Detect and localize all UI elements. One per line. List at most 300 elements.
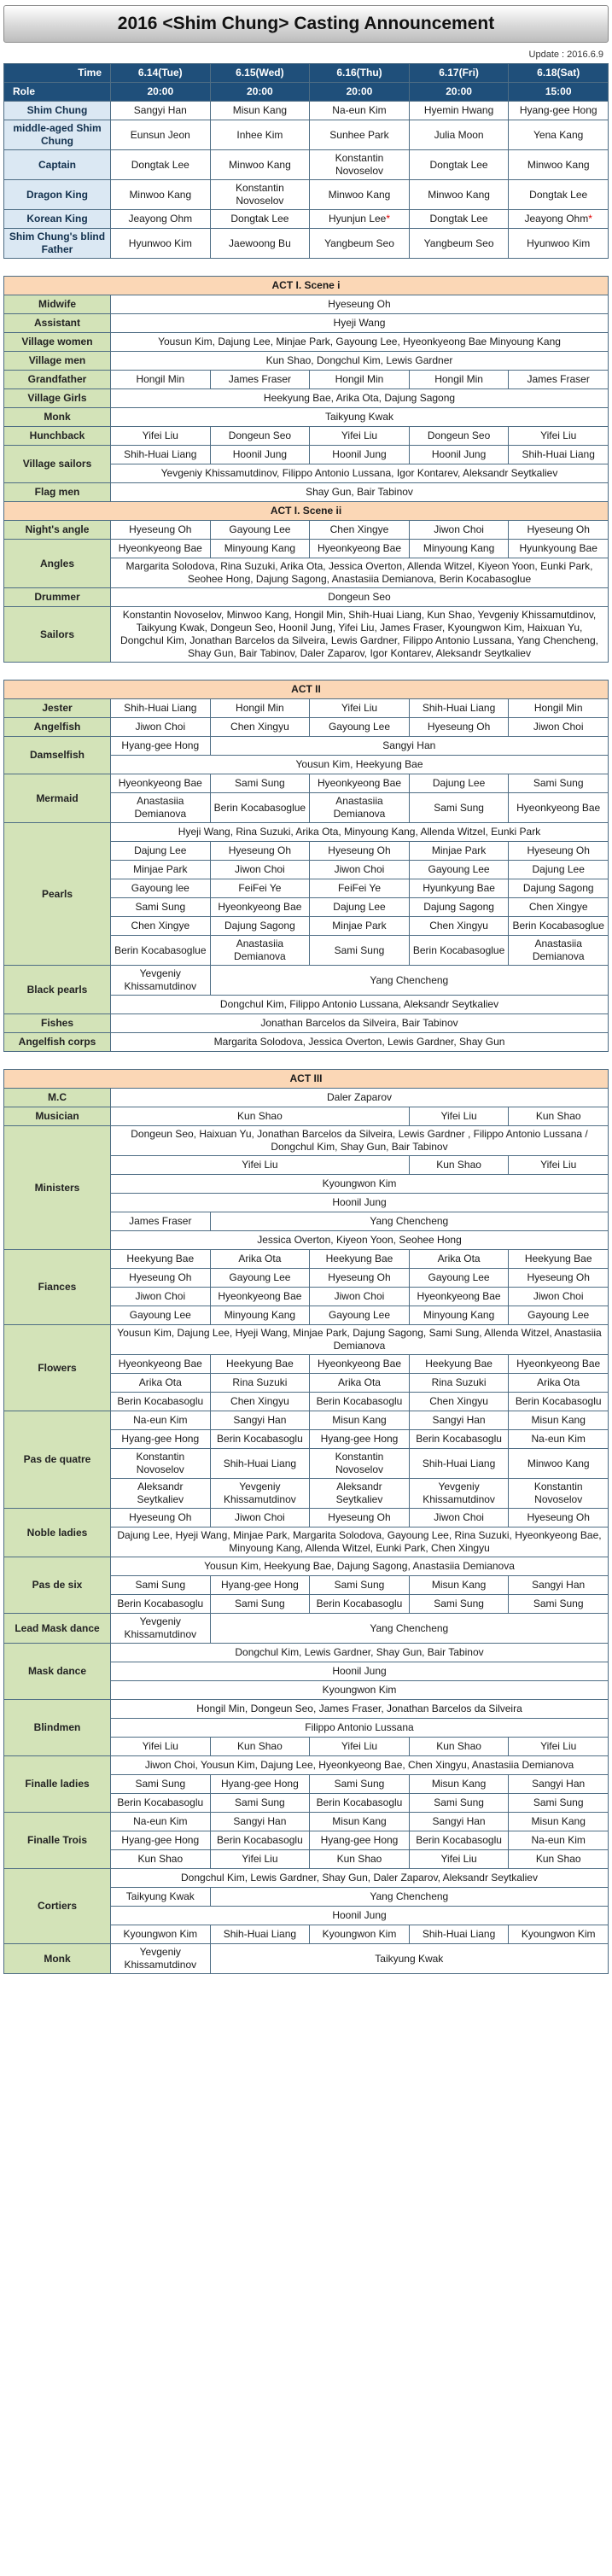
dancer-name: Konstantin Novoselov: [335, 152, 384, 177]
dancer-name: Dajung Lee: [532, 863, 585, 875]
dancer-name: Yevgeniy Khissamutdinov, Filippo Antonio Lussana, Igor Kontarev, Aleksandr Seytkaliev: [160, 467, 558, 479]
cast-cell: [310, 120, 410, 150]
dancer-name: Hyang-gee Hong: [519, 104, 597, 116]
dancer-name: Misun Kang: [531, 1414, 586, 1426]
dancer-name: Anastasiia Demianova: [134, 795, 187, 820]
cast-cell: [310, 1738, 410, 1756]
cast-cell: [111, 371, 211, 389]
cast-cell: [111, 1681, 609, 1700]
dancer-name: Taikyung Kwak: [125, 1890, 195, 1902]
cast-cell: [310, 1306, 410, 1325]
time-label: Time: [4, 64, 111, 83]
cast-cell: [310, 1595, 410, 1614]
cast-cell: [310, 1576, 410, 1595]
principal-row: [4, 102, 609, 120]
dancer-name: Kun Shao: [436, 1159, 481, 1171]
role-name: Blindmen: [4, 1700, 111, 1756]
dancer-name: Hyunkyoung Bae: [519, 542, 597, 554]
dancer-name: Hyeseung Oh: [129, 523, 192, 535]
dancer-name: Hongil Min: [335, 373, 384, 385]
cast-cell: [210, 861, 310, 879]
cast-cell: [509, 180, 609, 210]
dancer-name: Sangyi Han: [382, 739, 436, 751]
cast-cell: [310, 699, 410, 718]
guest-mark: *: [588, 213, 592, 225]
cast-cell: [210, 1738, 310, 1756]
dancer-name: Dajung Lee, Hyeji Wang, Minjae Park, Margarita Solodova, Gayoung Lee, Rina Suzuki, Hyeonkyeong Bae, Minyoung Kang, Allenda Witzel, Eunki Park, Chen Xingyu: [117, 1529, 602, 1554]
cast-row: [4, 333, 609, 352]
cast-cell: [409, 1288, 509, 1306]
dancer-name: Yangbeum Seo: [324, 237, 394, 249]
cast-cell: [310, 180, 410, 210]
dancer-name: Misun Kang: [431, 1778, 487, 1790]
role-name: Village women: [4, 333, 111, 352]
cast-cell: [409, 521, 509, 540]
dancer-name: Hyunwoo Kim: [128, 237, 192, 249]
dancer-name: Yifei Liu: [540, 1159, 577, 1171]
cast-cell: [111, 333, 609, 352]
dancer-name: Dajung Sagong: [423, 901, 494, 913]
cast-row: [4, 1411, 609, 1430]
dancer-name: Hyeseung Oh: [129, 1511, 192, 1523]
role-name: Village men: [4, 352, 111, 371]
dancer-name: Misun Kang: [232, 104, 288, 116]
dancer-name: Na-eun Kim: [332, 104, 387, 116]
date-cell: 6.15(Wed): [210, 64, 310, 83]
dancer-name: Dongeun Seo, Haixuan Yu, Jonathan Barcelos da Silveira, Lewis Gardner , Filippo Antonio Lussana / Dongchul Kim, Shay Gun, Bair Tabinov: [131, 1128, 588, 1153]
dancer-name: Jeayong Ohm: [524, 213, 589, 225]
role-name: Shim Chung: [4, 102, 111, 120]
cast-cell: [409, 898, 509, 917]
cast-cell: [509, 521, 609, 540]
cast-cell: [310, 427, 410, 446]
dancer-name: Kun Shao: [436, 1740, 481, 1752]
cast-row: [4, 1033, 609, 1052]
dancer-name: Minwoo Kang: [527, 1457, 590, 1469]
cast-cell: [210, 898, 310, 917]
role-name: middle-aged Shim Chung: [4, 120, 111, 150]
dancer-name: Minjae Park: [332, 920, 387, 932]
cast-cell: [210, 229, 310, 259]
cast-cell: [409, 1850, 509, 1869]
dancer-name: Hongil Min: [236, 702, 284, 714]
dancer-name: James Fraser: [228, 373, 292, 385]
cast-cell: [509, 1925, 609, 1944]
dancer-name: Yousun Kim, Dajung Lee, Hyeji Wang, Minjae Park, Dajung Sagong, Sami Sung, Allenda Witzel, Anastasiia Demianova: [117, 1327, 602, 1352]
role-name: M.C: [4, 1089, 111, 1107]
cast-cell: [111, 1250, 211, 1269]
cast-cell: [409, 793, 509, 823]
cast-cell: [210, 1250, 310, 1269]
cast-cell: [409, 1794, 509, 1813]
cast-cell: [310, 917, 410, 936]
cast-cell: [409, 1831, 509, 1850]
cast-cell: [111, 150, 211, 180]
dancer-name: Hyeseung Oh: [527, 844, 590, 856]
dancer-name: Jiwon Choi: [135, 1290, 186, 1302]
dancer-name: Hyeonkyeong Bae: [118, 1358, 202, 1370]
dancer-name: Minyoung Kang: [423, 1309, 495, 1321]
cast-cell: [210, 1479, 310, 1509]
dancer-name: Yang Chencheng: [370, 1890, 449, 1902]
dancer-name: Yifei Liu: [440, 1853, 477, 1865]
cast-cell: [111, 1775, 211, 1794]
dancer-name: Dajung Lee: [333, 901, 386, 913]
dancer-name: Berin Kocabasoglue: [213, 801, 306, 814]
cast-cell: [409, 427, 509, 446]
dancer-name: Hyunjun Lee: [328, 213, 387, 225]
cast-row: [4, 1126, 609, 1156]
cast-cell: [210, 120, 310, 150]
cast-cell: [310, 446, 410, 464]
cast-cell: [210, 793, 310, 823]
dancer-name: Misun Kang: [531, 1815, 586, 1827]
role-name: Fishes: [4, 1014, 111, 1033]
cast-cell: [111, 1107, 410, 1126]
cast-cell: [310, 150, 410, 180]
dancer-name: James Fraser: [129, 1215, 192, 1227]
dancer-name: Yousun Kim, Heekyung Bae, Dajung Sagong, Anastasiia Demianova: [204, 1560, 515, 1572]
dancer-name: Jiwon Choi: [135, 721, 186, 733]
cast-cell: [111, 1595, 211, 1614]
cast-cell: [111, 936, 211, 966]
dancer-name: Heekyung Bae: [226, 1358, 294, 1370]
cast-cell: [310, 898, 410, 917]
cast-cell: [111, 1033, 609, 1052]
cast-cell: [210, 1449, 310, 1479]
dancer-name: Yevgeniy Khissamutdinov: [224, 1481, 296, 1505]
cast-cell: [210, 1614, 608, 1644]
role-name: Drummer: [4, 588, 111, 607]
cast-cell: [310, 1813, 410, 1831]
dancer-name: Gayoung Lee: [328, 721, 391, 733]
dancer-name: Minwoo Kang: [527, 158, 590, 171]
dancer-name: Inhee Kim: [236, 128, 283, 141]
role-name: Captain: [4, 150, 111, 180]
cast-cell: [111, 1557, 609, 1576]
cast-cell: [111, 427, 211, 446]
cast-row: [4, 1813, 609, 1831]
dancer-name: Kyoungwon Kim: [322, 1684, 397, 1696]
dancer-name: Sunhee Park: [329, 128, 389, 141]
dancer-name: Berin Kocabasoglue: [114, 943, 207, 956]
cast-row: [4, 427, 609, 446]
cast-cell: [111, 1794, 211, 1813]
time-cell: 20:00: [310, 83, 410, 102]
section-header-row: [4, 277, 609, 295]
dancer-name: Yifei Liu: [341, 429, 378, 441]
cast-cell: [111, 102, 211, 120]
principal-row: [4, 180, 609, 210]
cast-row: [4, 1869, 609, 1888]
dancer-name: Sami Sung: [235, 777, 285, 789]
role-name: Finalle Trois: [4, 1813, 111, 1869]
dancer-name: Dongchul Kim, Filippo Antonio Lussana, Aleksandr Seytkaliev: [219, 998, 499, 1010]
cast-cell: [310, 1355, 410, 1374]
cast-cell: [310, 861, 410, 879]
role-label: Role: [4, 83, 111, 102]
cast-cell: [409, 1775, 509, 1794]
cast-row: [4, 1325, 609, 1355]
cast-cell: [210, 1813, 310, 1831]
cast-cell: [409, 1576, 509, 1595]
dancer-name: Kun Shao: [237, 1740, 283, 1752]
cast-cell: [409, 150, 509, 180]
dancer-name: Dongtak Lee: [131, 158, 189, 171]
cast-cell: [509, 1509, 609, 1527]
role-name: Ministers: [4, 1126, 111, 1250]
dancer-name: Dongeun Seo: [228, 429, 292, 441]
cast-row: [4, 1756, 609, 1775]
cast-cell: [509, 1813, 609, 1831]
dancer-name: Rina Suzuki: [431, 1376, 487, 1388]
role-name: Shim Chung's blind Father: [4, 229, 111, 259]
cast-cell: [509, 1449, 609, 1479]
dancer-name: Hyeseung Oh: [228, 844, 292, 856]
dancer-name: Arika Ota: [537, 1376, 580, 1388]
cast-cell: [509, 718, 609, 737]
dancer-name: Dajung Lee: [134, 844, 187, 856]
principal-row: [4, 210, 609, 229]
cast-cell: [509, 774, 609, 793]
cast-cell: [111, 1479, 211, 1509]
cast-cell: [111, 1430, 211, 1449]
time-cell: 20:00: [409, 83, 509, 102]
dancer-name: Na-eun Kim: [531, 1433, 586, 1445]
cast-cell: [111, 1527, 609, 1557]
dancer-name: Misun Kang: [332, 1815, 387, 1827]
role-name: Pas de six: [4, 1557, 111, 1614]
cast-cell: [509, 102, 609, 120]
cast-row: [4, 774, 609, 793]
dancer-name: Arika Ota: [138, 1376, 182, 1388]
cast-cell: [210, 427, 310, 446]
cast-row: [4, 699, 609, 718]
dancer-name: Hyunkyung Bae: [423, 882, 495, 894]
cast-cell: [111, 774, 211, 793]
cast-cell: [509, 1374, 609, 1393]
dancer-name: Sangyi Han: [233, 1815, 287, 1827]
role-name: Monk: [4, 1944, 111, 1974]
role-name: Angles: [4, 540, 111, 588]
dancer-name: Shih-Huai Liang: [422, 1457, 496, 1469]
cast-row: [4, 1644, 609, 1662]
cast-cell: [111, 1738, 211, 1756]
dancer-name: Jiwon Choi: [334, 1290, 385, 1302]
dancer-name: Dajung Lee: [432, 777, 486, 789]
dancer-name: Sangyi Han: [133, 104, 187, 116]
role-name: Angelfish: [4, 718, 111, 737]
dancer-name: Sami Sung: [434, 1796, 484, 1808]
cast-cell: [409, 1156, 509, 1175]
section-header-row: [4, 681, 609, 699]
cast-cell: [509, 1393, 609, 1411]
dancer-name: Yevgeniy Khissamutdinov: [124, 1615, 197, 1640]
role-name: Black pearls: [4, 966, 111, 1014]
date-cell: 6.17(Fri): [409, 64, 509, 83]
dancer-name: Yena Kang: [533, 128, 584, 141]
dancer-name: Hyeonkyeong Bae: [317, 777, 402, 789]
cast-cell: [111, 1576, 211, 1595]
dancer-name: Minjae Park: [431, 844, 487, 856]
cast-cell: [509, 1156, 609, 1175]
cast-cell: [111, 180, 211, 210]
role-name: Mermaid: [4, 774, 111, 823]
dancer-name: Daler Zaparov: [326, 1091, 393, 1103]
dancer-name: Jiwon Choi: [434, 1511, 484, 1523]
cast-cell: [210, 1794, 310, 1813]
cast-cell: [509, 1269, 609, 1288]
cast-cell: [509, 917, 609, 936]
dancer-name: Kun Shao: [535, 1110, 581, 1122]
dancer-name: Yifei Liu: [540, 1740, 577, 1752]
dancer-name: Shih-Huai Liang: [422, 1928, 496, 1940]
role-name: Cortiers: [4, 1869, 111, 1944]
dancer-name: Sami Sung: [135, 901, 186, 913]
dancer-name: Dongtak Lee: [429, 213, 488, 225]
dancer-name: Minwoo Kang: [328, 188, 391, 201]
cast-row: [4, 371, 609, 389]
role-name: Flowers: [4, 1325, 111, 1411]
dancer-name: Gayoung Lee: [527, 1309, 590, 1321]
dancer-name: Gayoung Lee: [229, 1271, 291, 1283]
cast-cell: [111, 295, 609, 314]
cast-cell: [111, 1831, 211, 1850]
cast-cell: [509, 936, 609, 966]
cast-cell: [509, 1738, 609, 1756]
cast-cell: [111, 1231, 609, 1250]
cast-cell: [111, 607, 609, 663]
cast-cell: [409, 180, 509, 210]
cast-cell: [111, 1907, 609, 1925]
dancer-name: Sangyi Han: [532, 1778, 586, 1790]
cast-cell: [310, 1374, 410, 1393]
dancer-name: Berin Kocabasoglu: [416, 1433, 502, 1445]
cast-cell: [210, 1888, 608, 1907]
cast-cell: [111, 1306, 211, 1325]
role-name: Night's angle: [4, 521, 111, 540]
date-cell: 6.14(Tue): [111, 64, 211, 83]
cast-cell: [111, 464, 609, 483]
cast-cell: [310, 936, 410, 966]
dancer-name: Kyoungwon Kim: [322, 1177, 397, 1189]
dancer-name: Hongil Min: [434, 373, 483, 385]
cast-cell: [111, 1374, 211, 1393]
dancer-name: Sangyi Han: [432, 1815, 486, 1827]
dancer-name: Dongeun Seo: [427, 429, 491, 441]
dancer-name: Yevgeniy Khissamutdinov: [124, 1946, 197, 1971]
cast-cell: [111, 1393, 211, 1411]
role-name: Midwife: [4, 295, 111, 314]
cast-cell: [111, 1355, 211, 1374]
dancer-name: Yevgeniy Khissamutdinov: [124, 967, 197, 992]
dancer-name: Jiwon Choi: [235, 1511, 285, 1523]
cast-cell: [210, 180, 310, 210]
role-name: Assistant: [4, 314, 111, 333]
dancer-name: Minwoo Kang: [129, 188, 192, 201]
role-name: Finalle ladies: [4, 1756, 111, 1813]
role-name: Flag men: [4, 483, 111, 502]
dancer-name: Jessica Overton, Kiyeon Yoon, Seohee Hong: [257, 1234, 462, 1246]
dancer-name: Anastasiia Demianova: [234, 938, 286, 962]
dancer-name: Yifei Liu: [242, 1853, 278, 1865]
dancer-name: Gayoung Lee: [428, 1271, 490, 1283]
dancer-name: Kyoungwon Kim: [322, 1928, 397, 1940]
dancer-name: Sami Sung: [434, 801, 484, 814]
cast-cell: [111, 966, 211, 996]
cast-cell: [210, 521, 310, 540]
dancer-name: Hyemin Hwang: [423, 104, 494, 116]
cast-row: [4, 737, 609, 756]
section-title: ACT III: [4, 1070, 609, 1089]
dancer-name: Na-eun Kim: [133, 1815, 188, 1827]
dancer-name: Hongil Min: [533, 702, 583, 714]
cast-row: [4, 1509, 609, 1527]
dancer-name: Gayoung Lee: [328, 1309, 391, 1321]
cast-cell: [210, 936, 310, 966]
cast-cell: [210, 1288, 310, 1306]
cast-cell: [111, 389, 609, 408]
cast-cell: [210, 1393, 310, 1411]
dancer-name: FeiFei Ye: [238, 882, 282, 894]
cast-row: [4, 540, 609, 558]
cast-row: [4, 607, 609, 663]
cast-cell: [310, 879, 410, 898]
dancer-name: Shih-Huai Liang: [522, 448, 595, 460]
cast-cell: [210, 540, 310, 558]
cast-cell: [310, 1509, 410, 1527]
section-title: ACT I. Scene i: [4, 277, 609, 295]
cast-row: [4, 446, 609, 464]
cast-cell: [509, 1479, 609, 1509]
dancer-name: Hyeji Wang, Rina Suzuki, Arika Ota, Minyoung Kang, Allenda Witzel, Eunki Park: [178, 826, 541, 838]
role-name: Angelfish corps: [4, 1033, 111, 1052]
header-time-row: [4, 83, 609, 102]
dancer-name: Sangyi Han: [432, 1414, 486, 1426]
update-date: Update : 2016.6.9: [528, 50, 603, 60]
dancer-name: Dongchul Kim, Lewis Gardner, Shay Gun, Daler Zaparov, Aleksandr Seytkaliev: [181, 1872, 538, 1884]
role-name: Pas de quatre: [4, 1411, 111, 1509]
dancer-name: Kun Shao: [535, 1853, 581, 1865]
dancer-name: Hongil Min, Dongeun Seo, James Fraser, Jonathan Barcelos da Silveira: [196, 1703, 522, 1714]
cast-row: [4, 521, 609, 540]
dancer-name: Hyang-gee Hong: [320, 1834, 399, 1846]
dancer-name: Berin Kocabasoglu: [217, 1834, 303, 1846]
cast-cell: [111, 793, 211, 823]
dancer-name: Gayoung Lee: [129, 1309, 191, 1321]
header-date-row: [4, 64, 609, 83]
dancer-name: Konstantin Novoselov: [335, 1451, 384, 1475]
cast-cell: [210, 917, 310, 936]
dancer-name: Berin Kocabasoglue: [512, 920, 604, 932]
cast-cell: [111, 861, 211, 879]
dancer-name: Chen Xingyu: [429, 920, 488, 932]
cast-cell: [509, 1411, 609, 1430]
date-cell: 6.18(Sat): [509, 64, 609, 83]
dancer-name: Yifei Liu: [341, 702, 378, 714]
cast-row: [4, 718, 609, 737]
dancer-name: Berin Kocabasoglu: [117, 1395, 204, 1407]
cast-row: [4, 1614, 609, 1644]
cast-cell: [310, 102, 410, 120]
cast-cell: [409, 718, 509, 737]
cast-cell: [310, 540, 410, 558]
dancer-name: Shih-Huai Liang: [223, 1457, 297, 1469]
cast-cell: [210, 966, 608, 996]
cast-cell: [111, 558, 609, 588]
dancer-name: Hyeonkyeong Bae: [417, 1290, 501, 1302]
cast-cell: [409, 1374, 509, 1393]
